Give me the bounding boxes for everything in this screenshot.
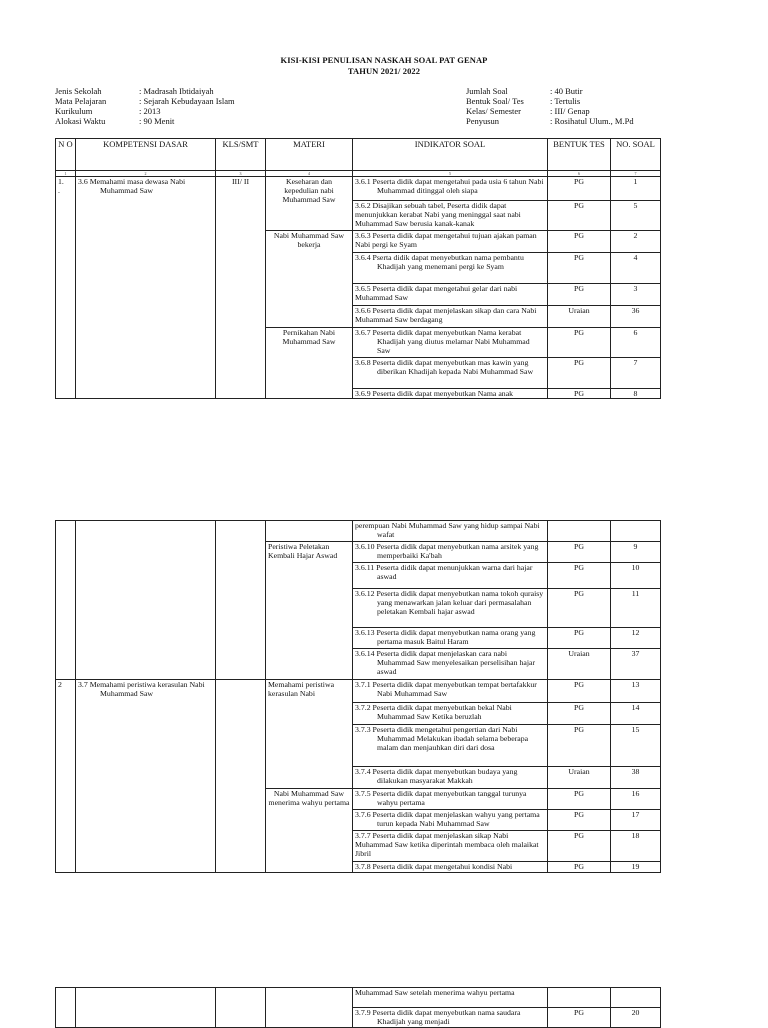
column-number: 1 [56, 171, 76, 177]
kls-smt [216, 521, 266, 680]
bentuk-tes: PG [548, 358, 611, 389]
no-soal: 14 [611, 703, 661, 725]
kompetensi-dasar [76, 988, 216, 1028]
materi [266, 521, 353, 542]
no-soal: 38 [611, 767, 661, 789]
no-soal: 36 [611, 306, 661, 328]
header-no-soal: NO. SOAL [611, 139, 661, 171]
kls-smt [216, 988, 266, 1028]
no-soal: 8 [611, 389, 661, 399]
indikator: 3.7.8 Peserta didik dapat mengetahui kondisi Nabi [353, 862, 548, 873]
bentuk-tes: PG [548, 1008, 611, 1028]
no-soal: 2 [611, 231, 661, 253]
kompetensi-dasar: 3.6 Memahami masa dewasa Nabi Muhammad Saw [76, 177, 216, 399]
no-soal: 9 [611, 542, 661, 563]
bentuk-tes: PG [548, 589, 611, 628]
indikator: 3.7.7 Peserta didik dapat menjelaskan sikap Nabi Muhammad Saw ketika diperintah membaca oleh malaikat Jibril [353, 831, 548, 862]
meta-value: : 2013 [139, 106, 161, 116]
row-number [56, 521, 76, 680]
no-soal: 5 [611, 201, 661, 231]
indikator: 3.6.10 Peserta didik dapat menyebutkan nama arsitek yang memperbaiki Ka'bah [353, 542, 548, 563]
no-soal: 7 [611, 358, 661, 389]
row-number-dot: . [58, 186, 60, 195]
materi: Nabi Muhammad Saw bekerja [266, 231, 353, 328]
meta-value: : 90 Menit [139, 116, 175, 126]
indikator: 3.7.1 Peserta didik dapat menyebutkan tempat bertafakkur Nabi Muhammad Saw [353, 680, 548, 703]
bentuk-tes: PG [548, 284, 611, 306]
indikator: 3.6.14 Peserta didik dapat menjelaskan cara nabi Muhammad Saw menyelesaikan perselisihan hajar aswad [353, 649, 548, 680]
indikator: 3.7.4 Peserta didik dapat menyebutkan budaya yang dilakukan masyarakat Makkah [353, 767, 548, 789]
indikator: 3.6.8 Peserta didik dapat menyebutkan mas kawin yang diberikan Khadijah kepada Nabi Muhammad Saw [353, 358, 548, 389]
kompetensi-dasar [76, 521, 216, 680]
indikator-continued: Muhammad Saw setelah menerima wahyu pertama [353, 988, 548, 1008]
indikator: 3.6.13 Peserta didik dapat menyebutkan nama orang yang pertama masuk Baitul Haram [353, 628, 548, 649]
indikator: 3.6.5 Peserta didik dapat mengetahui gelar dari nabi Muhammad Saw [353, 284, 548, 306]
no-soal: 16 [611, 789, 661, 810]
no-soal: 6 [611, 328, 661, 358]
bentuk-tes: Uraian [548, 649, 611, 680]
bentuk-tes [548, 988, 611, 1008]
materi: Nabi Muhammad Saw menerima wahyu pertama [266, 789, 353, 873]
column-number: 2 [76, 171, 216, 177]
kls-smt [216, 680, 266, 873]
materi: Memahami peristiwa kerasulan Nabi [266, 680, 353, 789]
bentuk-tes: PG [548, 725, 611, 767]
meta-label: Jumlah Soal [466, 86, 508, 96]
bentuk-tes: PG [548, 680, 611, 703]
no-soal: 1 [611, 177, 661, 201]
kisi-table-page-2 [55, 520, 661, 873]
header-materi: MATERI [266, 139, 353, 171]
meta-label: Mata Pelajaran [55, 96, 107, 106]
row-number-value: 1. [58, 177, 64, 186]
meta-label: Penyusun [466, 116, 500, 126]
document-subtitle: TAHUN 2021/ 2022 [347, 66, 421, 76]
bentuk-tes: PG [548, 177, 611, 201]
meta-value: : Madrasah Ibtidaiyah [139, 86, 214, 96]
materi [266, 988, 353, 1028]
meta-value: : Tertulis [550, 96, 581, 106]
document-title: KISI-KISI PENULISAN NASKAH SOAL PAT GENAP [280, 55, 488, 65]
bentuk-tes [548, 521, 611, 542]
meta-label: Kurikulum [55, 106, 93, 116]
row-number [56, 177, 76, 399]
bentuk-tes: PG [548, 389, 611, 399]
no-soal: 11 [611, 589, 661, 628]
indikator: 3.6.9 Peserta didik dapat menyebutkan Nama anak [353, 389, 548, 399]
meta-value: : Rosihatul Ulum., M.Pd [550, 116, 634, 126]
indikator: 3.7.2 Peserta didik dapat menyebutkan bekal Nabi Muhammad Saw Ketika beruzlah [353, 703, 548, 725]
no-soal: 17 [611, 810, 661, 831]
header-kls-smt: KLS/SMT [216, 139, 266, 171]
column-number: 6 [548, 171, 611, 177]
kisi-table-page-3 [55, 987, 661, 1028]
bentuk-tes: PG [548, 628, 611, 649]
column-number: 7 [611, 171, 661, 177]
meta-label: Kelas/ Semester [466, 106, 521, 116]
bentuk-tes: PG [548, 810, 611, 831]
kompetensi-dasar: 3.7 Memahami peristiwa kerasulan Nabi Muhammad Saw [76, 680, 216, 873]
no-soal: 4 [611, 253, 661, 284]
column-number: 4 [266, 171, 353, 177]
no-soal: 10 [611, 563, 661, 589]
no-soal: 13 [611, 680, 661, 703]
no-soal [611, 988, 661, 1008]
bentuk-tes: PG [548, 563, 611, 589]
materi: Pernikahan Nabi Muhammad Saw [266, 328, 353, 399]
indikator: 3.6.12 Peserta didik dapat menyebutkan nama tokoh quraisy yang menawarkan jalan keluar dari permasalahan peletakan Kembali hajar aswad [353, 589, 548, 628]
no-soal: 19 [611, 862, 661, 873]
header-bentuk-tes: BENTUK TES [548, 139, 611, 171]
bentuk-tes: PG [548, 831, 611, 862]
indikator: 3.6.2 Disajikan sebuah tabel, Peserta didik dapat menunjukkan kerabat Nabi yang meninggal saat nabi Muhammad Saw berusia kanak-kanak [353, 201, 548, 231]
bentuk-tes: PG [548, 328, 611, 358]
indikator-continued: perempuan Nabi Muhammad Saw yang hidup sampai Nabi wafat [353, 521, 548, 542]
meta-right [466, 86, 634, 126]
row-number [56, 988, 76, 1028]
bentuk-tes: Uraian [548, 306, 611, 328]
header-indikator-soal: INDIKATOR SOAL [353, 139, 548, 171]
bentuk-tes: PG [548, 703, 611, 725]
header-kompetensi-dasar: KOMPETENSI DASAR [76, 139, 216, 171]
no-soal: 37 [611, 649, 661, 680]
meta-label: Bentuk Soal/ Tes [466, 96, 524, 106]
bentuk-tes: PG [548, 201, 611, 231]
kisi-table-page-1 [55, 138, 661, 399]
indikator: 3.6.7 Peserta didik dapat menyebutkan Nama kerabat Khadijah yang diutus melamar Nabi Muhammad Saw [353, 328, 548, 358]
row-number: 2 [56, 680, 76, 873]
indikator: 3.7.9 Peserta didik dapat menyebutkan nama saudara Khadijah yang menjadi [353, 1008, 548, 1028]
bentuk-tes: PG [548, 253, 611, 284]
meta-value: : 40 Butir [550, 86, 583, 96]
indikator: 3.7.3 Peserta didik mengetahui pengertian dari Nabi Muhammad Melakukan ibadah selama beberapa malam dan menjauhkan diri dari dosa [353, 725, 548, 767]
meta-left [55, 86, 235, 126]
bentuk-tes: PG [548, 542, 611, 563]
bentuk-tes: PG [548, 789, 611, 810]
no-soal: 12 [611, 628, 661, 649]
bentuk-tes: PG [548, 862, 611, 873]
meta-value: : III/ Genap [550, 106, 590, 116]
materi: Keseharan dan kepedulian nabi Muhammad Saw [266, 177, 353, 231]
indikator: 3.6.6 Peserta didik dapat menjelaskan sikap dan cara Nabi Muhammad Saw berdagang [353, 306, 548, 328]
indikator: 3.6.1 Peserta didik dapat mengetahui pada usia 6 tahun Nabi Muhammad ditinggal oleh siapa [353, 177, 548, 201]
bentuk-tes: Uraian [548, 767, 611, 789]
materi: Peristiwa Peletakan Kembali Hajar Aswad [266, 542, 353, 680]
column-number: 5 [353, 171, 548, 177]
indikator: 3.7.5 Peserta didik dapat menyebutkan tanggal turunya wahyu pertama [353, 789, 548, 810]
meta-label: Jenis Sekolah [55, 86, 102, 96]
no-soal: 3 [611, 284, 661, 306]
column-number: 3 [216, 171, 266, 177]
kls-smt: III/ II [216, 177, 266, 399]
no-soal [611, 521, 661, 542]
indikator: 3.6.4 Pserta didik dapat menyebutkan nama pembantu Khadijah yang menemani pergi ke Syam [353, 253, 548, 284]
bentuk-tes: PG [548, 231, 611, 253]
meta-label: Alokasi Waktu [55, 116, 106, 126]
meta-value: : Sejarah Kebudayaan Islam [139, 96, 235, 106]
indikator: 3.6.11 Peserta didik dapat menunjukkan warna dari hajar aswad [353, 563, 548, 589]
no-soal: 18 [611, 831, 661, 862]
no-soal: 20 [611, 1008, 661, 1028]
indikator: 3.6.3 Peserta didik dapat mengetahui tujuan ajakan paman Nabi pergi ke Syam [353, 231, 548, 253]
header-no: N O [56, 139, 76, 171]
indikator: 3.7.6 Peserta didik dapat menjelaskan wahyu yang pertama turun kepada Nabi Muhammad Saw [353, 810, 548, 831]
no-soal: 15 [611, 725, 661, 767]
